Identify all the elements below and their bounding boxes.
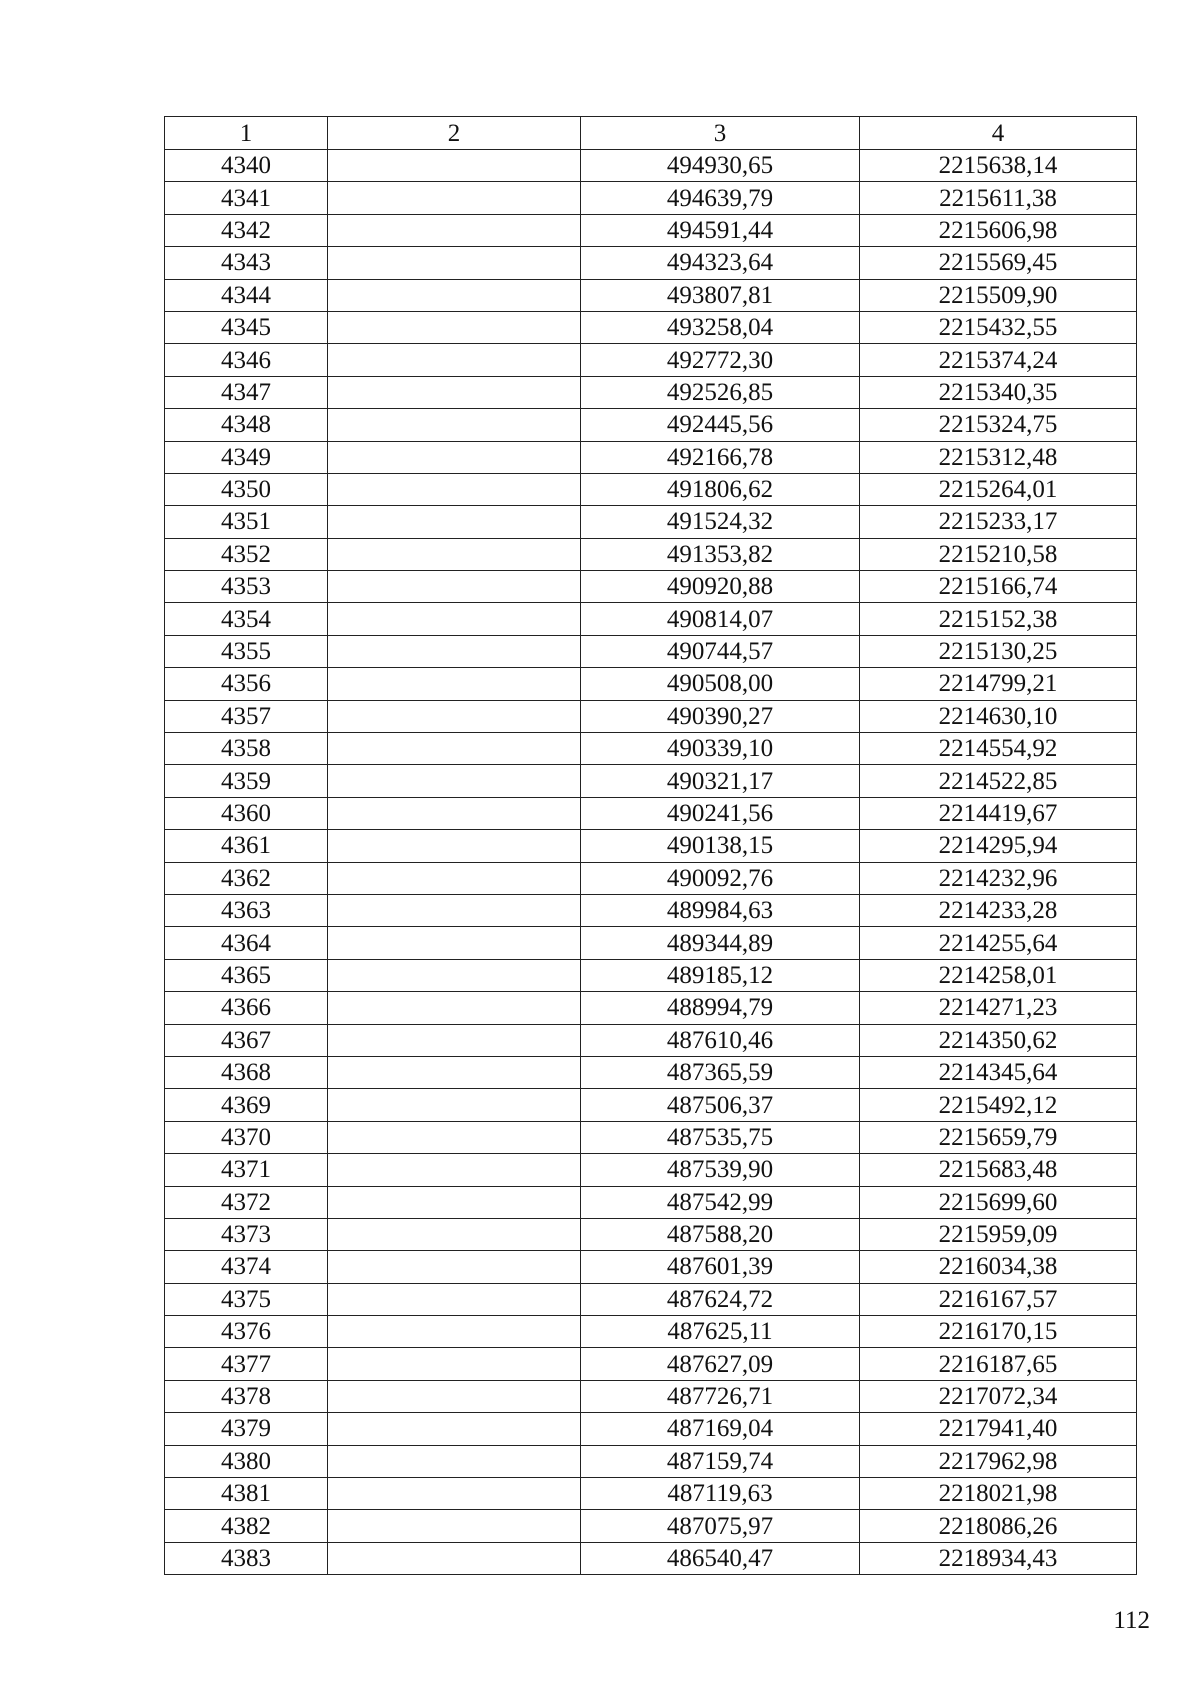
table-cell-col2 <box>328 894 581 926</box>
table-row <box>165 635 1137 667</box>
table-cell-col4: 2214232,96 <box>860 862 1137 894</box>
table-cell-col4: 2216034,38 <box>860 1251 1137 1283</box>
table-cell-col3: 494639,79 <box>581 182 860 214</box>
table-cell-col4: 2214258,01 <box>860 959 1137 991</box>
table-cell-col4: 2214799,21 <box>860 668 1137 700</box>
table-row <box>165 1121 1137 1153</box>
table-cell-col2 <box>328 1283 581 1315</box>
table-cell-col3: 486540,47 <box>581 1542 860 1574</box>
table-cell-col2 <box>328 1056 581 1088</box>
table-cell-col3: 494323,64 <box>581 247 860 279</box>
table-row <box>165 797 1137 829</box>
table-cell-col4: 2215152,38 <box>860 603 1137 635</box>
table-cell-col4: 2216170,15 <box>860 1316 1137 1348</box>
table-cell-col4: 2215638,14 <box>860 150 1137 182</box>
table-row <box>165 1445 1137 1477</box>
table-cell-col1: 4368 <box>165 1056 328 1088</box>
table-cell-col3: 494930,65 <box>581 150 860 182</box>
table-row <box>165 1510 1137 1542</box>
table-cell-col2 <box>328 409 581 441</box>
table-cell-col2 <box>328 765 581 797</box>
table-cell-col2 <box>328 1154 581 1186</box>
table-cell-col1: 4377 <box>165 1348 328 1380</box>
table-cell-col3: 491353,82 <box>581 538 860 570</box>
table-cell-col1: 4344 <box>165 279 328 311</box>
table-cell-col3: 487365,59 <box>581 1056 860 1088</box>
column-header-1: 1 <box>165 117 328 150</box>
table-cell-col3: 487159,74 <box>581 1445 860 1477</box>
table-cell-col4: 2215374,24 <box>860 344 1137 376</box>
table-row <box>165 959 1137 991</box>
table-row <box>165 927 1137 959</box>
table-cell-col3: 488994,79 <box>581 992 860 1024</box>
table-cell-col3: 494591,44 <box>581 214 860 246</box>
table-cell-col4: 2214345,64 <box>860 1056 1137 1088</box>
table-header <box>165 117 1137 150</box>
table-cell-col3: 487588,20 <box>581 1218 860 1250</box>
table-cell-col2 <box>328 862 581 894</box>
table-row <box>165 247 1137 279</box>
table-cell-col1: 4375 <box>165 1283 328 1315</box>
table-cell-col1: 4367 <box>165 1024 328 1056</box>
table-cell-col2 <box>328 959 581 991</box>
table-cell-col1: 4342 <box>165 214 328 246</box>
table-cell-col1: 4354 <box>165 603 328 635</box>
table-cell-col3: 487625,11 <box>581 1316 860 1348</box>
table-row <box>165 1380 1137 1412</box>
table-row <box>165 1283 1137 1315</box>
table-row <box>165 1186 1137 1218</box>
table-cell-col1: 4381 <box>165 1478 328 1510</box>
table-cell-col1: 4364 <box>165 927 328 959</box>
column-header-3: 3 <box>581 117 860 150</box>
table-cell-col3: 490092,76 <box>581 862 860 894</box>
table-cell-col3: 491806,62 <box>581 473 860 505</box>
table-cell-col2 <box>328 376 581 408</box>
table-cell-col2 <box>328 441 581 473</box>
table-cell-col1: 4357 <box>165 700 328 732</box>
table-cell-col4: 2214295,94 <box>860 830 1137 862</box>
table-row <box>165 894 1137 926</box>
table-row <box>165 1024 1137 1056</box>
table-row <box>165 992 1137 1024</box>
table-cell-col3: 487627,09 <box>581 1348 860 1380</box>
table-row <box>165 1348 1137 1380</box>
table-cell-col2 <box>328 1478 581 1510</box>
table-cell-col3: 493258,04 <box>581 311 860 343</box>
table-cell-col1: 4362 <box>165 862 328 894</box>
table-cell-col2 <box>328 247 581 279</box>
table-cell-col2 <box>328 700 581 732</box>
table-row <box>165 830 1137 862</box>
table-cell-col2 <box>328 214 581 246</box>
table-cell-col3: 487542,99 <box>581 1186 860 1218</box>
table-cell-col2 <box>328 1413 581 1445</box>
table-row <box>165 1413 1137 1445</box>
coordinates-table <box>164 116 1137 1575</box>
table-cell-col4: 2215659,79 <box>860 1121 1137 1153</box>
table-cell-col4: 2214233,28 <box>860 894 1137 926</box>
table-cell-col3: 490321,17 <box>581 765 860 797</box>
table-cell-col1: 4348 <box>165 409 328 441</box>
table-body <box>165 150 1137 1575</box>
table-row <box>165 1542 1137 1574</box>
table-cell-col4: 2214522,85 <box>860 765 1137 797</box>
table-cell-col3: 491524,32 <box>581 506 860 538</box>
table-row <box>165 409 1137 441</box>
table-cell-col2 <box>328 1380 581 1412</box>
table-cell-col2 <box>328 344 581 376</box>
table-cell-col1: 4352 <box>165 538 328 570</box>
table-cell-col4: 2214350,62 <box>860 1024 1137 1056</box>
table-row <box>165 668 1137 700</box>
table-row <box>165 1154 1137 1186</box>
table-cell-col2 <box>328 1024 581 1056</box>
table-row <box>165 473 1137 505</box>
table-cell-col4: 2216187,65 <box>860 1348 1137 1380</box>
table-row <box>165 765 1137 797</box>
table-cell-col1: 4347 <box>165 376 328 408</box>
table-cell-col3: 489984,63 <box>581 894 860 926</box>
table-cell-col4: 2217941,40 <box>860 1413 1137 1445</box>
table-cell-col1: 4363 <box>165 894 328 926</box>
table-row <box>165 506 1137 538</box>
table-cell-col2 <box>328 797 581 829</box>
table-row <box>165 376 1137 408</box>
table-cell-col1: 4346 <box>165 344 328 376</box>
table-cell-col3: 492166,78 <box>581 441 860 473</box>
table-cell-col2 <box>328 1218 581 1250</box>
table-cell-col2 <box>328 506 581 538</box>
table-cell-col2 <box>328 1316 581 1348</box>
table-cell-col3: 492445,56 <box>581 409 860 441</box>
table-cell-col2 <box>328 1186 581 1218</box>
table-cell-col4: 2214255,64 <box>860 927 1137 959</box>
table-cell-col3: 489185,12 <box>581 959 860 991</box>
table-cell-col1: 4349 <box>165 441 328 473</box>
table-row <box>165 182 1137 214</box>
table-row <box>165 733 1137 765</box>
table-cell-col3: 487601,39 <box>581 1251 860 1283</box>
table-cell-col3: 487075,97 <box>581 1510 860 1542</box>
table-cell-col2 <box>328 279 581 311</box>
table-cell-col4: 2215492,12 <box>860 1089 1137 1121</box>
column-header-2: 2 <box>328 117 581 150</box>
table-cell-col3: 490339,10 <box>581 733 860 765</box>
table-cell-col4: 2215611,38 <box>860 182 1137 214</box>
table-cell-col4: 2215699,60 <box>860 1186 1137 1218</box>
table-cell-col1: 4340 <box>165 150 328 182</box>
table-cell-col3: 492772,30 <box>581 344 860 376</box>
table-cell-col3: 490241,56 <box>581 797 860 829</box>
table-row <box>165 344 1137 376</box>
table-cell-col1: 4360 <box>165 797 328 829</box>
table-cell-col1: 4353 <box>165 571 328 603</box>
table-cell-col3: 487539,90 <box>581 1154 860 1186</box>
table-cell-col4: 2214419,67 <box>860 797 1137 829</box>
table-cell-col1: 4373 <box>165 1218 328 1250</box>
table-cell-col2 <box>328 311 581 343</box>
table-cell-col4: 2215210,58 <box>860 538 1137 570</box>
table-row <box>165 1251 1137 1283</box>
table-cell-col4: 2218086,26 <box>860 1510 1137 1542</box>
table-cell-col3: 487726,71 <box>581 1380 860 1412</box>
table-cell-col2 <box>328 1251 581 1283</box>
table-cell-col2 <box>328 668 581 700</box>
table-cell-col4: 2215606,98 <box>860 214 1137 246</box>
table-cell-col1: 4382 <box>165 1510 328 1542</box>
header-row <box>165 117 1137 150</box>
table-cell-col4: 2215509,90 <box>860 279 1137 311</box>
table-row <box>165 150 1137 182</box>
table-cell-col2 <box>328 1348 581 1380</box>
table-cell-col4: 2214630,10 <box>860 700 1137 732</box>
table-row <box>165 441 1137 473</box>
table-cell-col2 <box>328 992 581 1024</box>
table-cell-col3: 493807,81 <box>581 279 860 311</box>
table-cell-col2 <box>328 733 581 765</box>
table-cell-col1: 4370 <box>165 1121 328 1153</box>
table-row <box>165 1056 1137 1088</box>
page-number: 112 <box>1113 1607 1150 1634</box>
table-cell-col2 <box>328 635 581 667</box>
table-cell-col4: 2217072,34 <box>860 1380 1137 1412</box>
table-cell-col4: 2216167,57 <box>860 1283 1137 1315</box>
column-header-4: 4 <box>860 117 1137 150</box>
table-cell-col1: 4350 <box>165 473 328 505</box>
table-cell-col1: 4359 <box>165 765 328 797</box>
table-cell-col4: 2215432,55 <box>860 311 1137 343</box>
table-cell-col1: 4365 <box>165 959 328 991</box>
table-row <box>165 571 1137 603</box>
table-cell-col4: 2214554,92 <box>860 733 1137 765</box>
table-cell-col2 <box>328 1121 581 1153</box>
table-cell-col4: 2215340,35 <box>860 376 1137 408</box>
table-cell-col3: 490390,27 <box>581 700 860 732</box>
table-cell-col1: 4378 <box>165 1380 328 1412</box>
table-cell-col4: 2218934,43 <box>860 1542 1137 1574</box>
table-cell-col2 <box>328 1510 581 1542</box>
table-row <box>165 1316 1137 1348</box>
table-cell-col1: 4380 <box>165 1445 328 1477</box>
table-cell-col4: 2215959,09 <box>860 1218 1137 1250</box>
table-cell-col3: 487506,37 <box>581 1089 860 1121</box>
table-cell-col4: 2215683,48 <box>860 1154 1137 1186</box>
table-cell-col2 <box>328 603 581 635</box>
table-cell-col4: 2215130,25 <box>860 635 1137 667</box>
table-cell-col4: 2215233,17 <box>860 506 1137 538</box>
table-cell-col1: 4372 <box>165 1186 328 1218</box>
table-cell-col3: 490744,57 <box>581 635 860 667</box>
table-cell-col1: 4355 <box>165 635 328 667</box>
table-row <box>165 279 1137 311</box>
table-cell-col3: 487169,04 <box>581 1413 860 1445</box>
table-cell-col1: 4343 <box>165 247 328 279</box>
table-cell-col2 <box>328 1089 581 1121</box>
table-cell-col3: 490814,07 <box>581 603 860 635</box>
table-row <box>165 700 1137 732</box>
table-cell-col3: 487610,46 <box>581 1024 860 1056</box>
table-cell-col1: 4379 <box>165 1413 328 1445</box>
table-cell-col2 <box>328 1445 581 1477</box>
table-row <box>165 1089 1137 1121</box>
table-cell-col2 <box>328 571 581 603</box>
table-cell-col3: 490508,00 <box>581 668 860 700</box>
table-cell-col2 <box>328 927 581 959</box>
table-row <box>165 603 1137 635</box>
table-row <box>165 862 1137 894</box>
table-cell-col3: 492526,85 <box>581 376 860 408</box>
table-row <box>165 311 1137 343</box>
table-cell-col4: 2215312,48 <box>860 441 1137 473</box>
table-cell-col1: 4341 <box>165 182 328 214</box>
table-cell-col2 <box>328 182 581 214</box>
table-cell-col1: 4374 <box>165 1251 328 1283</box>
table-cell-col4: 2217962,98 <box>860 1445 1137 1477</box>
table-cell-col3: 490138,15 <box>581 830 860 862</box>
table-row <box>165 1218 1137 1250</box>
table-cell-col2 <box>328 538 581 570</box>
table-cell-col2 <box>328 150 581 182</box>
table-cell-col1: 4356 <box>165 668 328 700</box>
table-cell-col1: 4345 <box>165 311 328 343</box>
table-row <box>165 214 1137 246</box>
table-cell-col3: 487119,63 <box>581 1478 860 1510</box>
table-cell-col4: 2215324,75 <box>860 409 1137 441</box>
table-cell-col1: 4376 <box>165 1316 328 1348</box>
table-cell-col3: 487624,72 <box>581 1283 860 1315</box>
table-cell-col4: 2218021,98 <box>860 1478 1137 1510</box>
table-cell-col1: 4361 <box>165 830 328 862</box>
table-cell-col4: 2215264,01 <box>860 473 1137 505</box>
table-cell-col2 <box>328 473 581 505</box>
table-cell-col1: 4366 <box>165 992 328 1024</box>
table-cell-col1: 4369 <box>165 1089 328 1121</box>
table-cell-col3: 487535,75 <box>581 1121 860 1153</box>
table-cell-col4: 2214271,23 <box>860 992 1137 1024</box>
table-cell-col3: 490920,88 <box>581 571 860 603</box>
table-cell-col4: 2215166,74 <box>860 571 1137 603</box>
table-cell-col4: 2215569,45 <box>860 247 1137 279</box>
table-row <box>165 1478 1137 1510</box>
table-row <box>165 538 1137 570</box>
table-cell-col1: 4371 <box>165 1154 328 1186</box>
table-cell-col2 <box>328 830 581 862</box>
table-cell-col1: 4351 <box>165 506 328 538</box>
table-cell-col1: 4358 <box>165 733 328 765</box>
table-cell-col1: 4383 <box>165 1542 328 1574</box>
table-cell-col2 <box>328 1542 581 1574</box>
table-cell-col3: 489344,89 <box>581 927 860 959</box>
